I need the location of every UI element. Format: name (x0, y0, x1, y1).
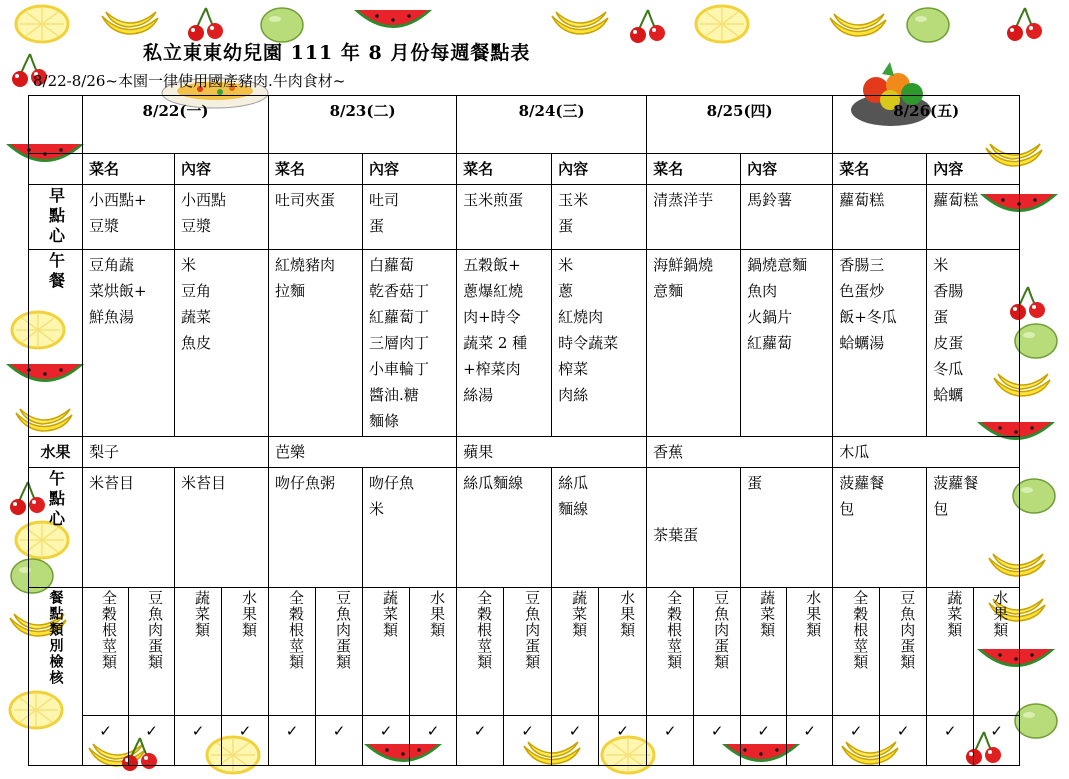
breakfast-dish (83, 185, 175, 250)
afternoon-dish (269, 468, 363, 588)
afternoon-content (927, 468, 1020, 588)
breakfast-content (363, 185, 457, 250)
check-mark-text: ✓ (426, 722, 440, 740)
check-category-row (29, 588, 1020, 716)
check-mark (410, 716, 457, 766)
fruit-cell (269, 437, 457, 468)
check-mark-text: ✓ (896, 722, 910, 740)
dish-header-text: 菜名 (463, 160, 494, 178)
fruit-cell (833, 437, 1020, 468)
breakfast-dish-text: 蘿蔔糕 (839, 191, 885, 209)
fruit-label (29, 437, 83, 468)
check-label-text: 餐點類別檢核 (47, 590, 64, 686)
dish-header (647, 154, 741, 185)
afternoon-dish-text: 菠蘿餐 包 (839, 474, 885, 518)
breakfast-content (175, 185, 269, 250)
check-category-text: 全穀根莖類 (665, 590, 684, 670)
breakfast-content-text: 吐司 蛋 (369, 191, 400, 235)
afternoon-content (741, 468, 833, 588)
date-header (647, 96, 833, 154)
check-mark (741, 716, 787, 766)
check-mark (222, 716, 269, 766)
dish-header (269, 154, 363, 185)
check-mark-text: ✓ (943, 722, 957, 740)
breakfast-dish-text: 玉米煎蛋 (463, 191, 524, 209)
fruit-cell-text: 木瓜 (839, 443, 870, 461)
check-mark (974, 716, 1020, 766)
dish-header-text: 菜名 (839, 160, 870, 178)
lunch-label (29, 250, 83, 437)
check-mark (316, 716, 363, 766)
check-mark (599, 716, 647, 766)
fruit-cell (647, 437, 833, 468)
check-category-text: 全穀根莖類 (475, 590, 494, 670)
check-mark (647, 716, 694, 766)
check-mark (504, 716, 552, 766)
check-category-text: 水果類 (804, 590, 823, 638)
corner-cell (29, 154, 83, 185)
breakfast-label (29, 185, 83, 250)
breakfast-content-text: 馬鈴薯 (747, 191, 793, 209)
afternoon-content-text: 蛋 (747, 474, 763, 492)
check-category-text: 蔬菜類 (570, 590, 589, 638)
check-mark-text: ✓ (990, 722, 1003, 740)
check-mark (694, 716, 741, 766)
check-category (316, 588, 363, 716)
afternoon-content-text: 米苔目 (181, 474, 227, 492)
check-mark-text: ✓ (285, 722, 299, 740)
banana-icon (826, 10, 890, 48)
breakfast-dish (457, 185, 552, 250)
breakfast-dish-text: 吐司夾蛋 (275, 191, 336, 209)
check-mark (552, 716, 599, 766)
check-category (363, 588, 410, 716)
content-header (741, 154, 833, 185)
check-mark-text: ✓ (803, 722, 816, 740)
page-title: 私立東東幼兒園 111 年 8 月份每週餐點表 (143, 42, 531, 64)
lunch-dish (457, 250, 552, 437)
afternoon-dish-text: 絲瓜麵線 (463, 474, 524, 492)
lunch-content-text: 鍋燒意麵 魚肉 火鍋片 紅蘿蔔 (747, 256, 808, 352)
check-mark (269, 716, 316, 766)
lunch-row (29, 250, 1020, 437)
check-category-text: 蔬菜類 (381, 590, 400, 638)
afternoon-content-text: 菠蘿餐 包 (933, 474, 979, 518)
check-category-text: 豆魚肉蛋類 (146, 590, 164, 670)
check-category (175, 588, 222, 716)
weekly-menu-table (28, 95, 1020, 766)
check-category-text: 豆魚肉蛋類 (898, 590, 917, 670)
content-header-text: 內容 (747, 160, 778, 178)
check-mark (833, 716, 880, 766)
breakfast-dish-text: 清蒸洋芋 (653, 191, 714, 209)
check-category (974, 588, 1020, 716)
check-category (504, 588, 552, 716)
lunch-dish-text: 海鮮鍋燒 意麵 (653, 256, 714, 300)
cherry-icon (628, 8, 668, 48)
breakfast-label-text: 早點心 (46, 187, 66, 247)
check-label (29, 588, 83, 766)
fruit-row (29, 437, 1020, 468)
afternoon-dish-text: 吻仔魚粥 (275, 474, 336, 492)
afternoon-content (363, 468, 457, 588)
check-category (694, 588, 741, 716)
content-header-text: 內容 (181, 160, 212, 178)
breakfast-row (29, 185, 1020, 250)
breakfast-content-text: 小西點 豆漿 (181, 191, 227, 235)
content-header (552, 154, 647, 185)
check-mark (129, 716, 175, 766)
check-mark-text: ✓ (568, 722, 582, 740)
check-category (741, 588, 787, 716)
check-mark-text: ✓ (332, 722, 346, 740)
check-category (269, 588, 316, 716)
check-category-text: 水果類 (618, 590, 637, 638)
check-mark (175, 716, 222, 766)
check-mark-text: ✓ (379, 722, 393, 740)
banana-icon (548, 8, 612, 46)
check-category (880, 588, 927, 716)
check-category-text: 水果類 (991, 590, 1010, 638)
afternoon-dish (83, 468, 175, 588)
fruit-cell (83, 437, 269, 468)
breakfast-dish (833, 185, 927, 250)
lunch-content (927, 250, 1020, 437)
breakfast-content-text: 蘿蔔糕 (933, 191, 979, 209)
check-category (83, 588, 129, 716)
check-mark (457, 716, 504, 766)
check-mark-row (29, 716, 1020, 766)
lunch-dish-text: 紅燒豬肉 拉麵 (275, 256, 336, 300)
afternoon-content-text: 絲瓜 麵線 (558, 474, 589, 518)
check-category (647, 588, 694, 716)
check-mark-text: ✓ (521, 722, 534, 740)
date-header-text: 8/25(四) (706, 102, 773, 120)
check-category-text: 蔬菜類 (945, 590, 964, 638)
check-category (787, 588, 833, 716)
lunch-dish (83, 250, 175, 437)
lunch-content (175, 250, 269, 437)
check-category-text: 蔬菜類 (193, 590, 211, 638)
fruit-cell-text: 蘋果 (463, 443, 494, 461)
date-header (83, 96, 269, 154)
afternoon-dish-text: 茶葉蛋 (653, 526, 699, 544)
check-category (222, 588, 269, 716)
lemon-slice-icon (694, 4, 750, 48)
guava-icon (904, 4, 952, 48)
lunch-content-text: 米 蔥 紅燒肉 時令蔬菜 榨菜 肉絲 (558, 256, 619, 404)
check-category-text: 豆魚肉蛋類 (334, 590, 353, 670)
check-mark-text: ✓ (757, 722, 770, 740)
check-mark (927, 716, 974, 766)
fruit-cell-text: 芭樂 (275, 443, 306, 461)
check-mark-text: ✓ (710, 722, 724, 740)
cherry-icon (1005, 6, 1045, 46)
date-row (29, 96, 1020, 154)
check-category-text: 全穀根莖類 (851, 590, 870, 670)
fruit-cell-text: 香蕉 (653, 443, 684, 461)
check-category (927, 588, 974, 716)
dish-header-text: 菜名 (89, 160, 120, 178)
dish-header-text: 菜名 (653, 160, 684, 178)
fruit-cell (457, 437, 647, 468)
date-header-text: 8/22(一) (142, 102, 209, 120)
dish-header (457, 154, 552, 185)
check-mark-text: ✓ (238, 722, 252, 740)
fruit-cell-text: 梨子 (89, 443, 120, 461)
breakfast-dish (269, 185, 363, 250)
dish-header (833, 154, 927, 185)
lunch-dish (833, 250, 927, 437)
fruit-label-text: 水果 (40, 443, 71, 461)
check-mark-text: ✓ (616, 722, 629, 740)
dish-header-text: 菜名 (275, 160, 306, 178)
check-category-text: 水果類 (428, 590, 447, 638)
watermelon-icon (352, 6, 434, 40)
check-mark-text: ✓ (473, 722, 487, 740)
check-mark (83, 716, 129, 766)
date-header-text: 8/23(二) (329, 102, 396, 120)
content-header-text: 內容 (558, 160, 589, 178)
content-header (363, 154, 457, 185)
date-header-text: 8/24(三) (518, 102, 585, 120)
date-header (833, 96, 1020, 154)
lunch-dish (647, 250, 741, 437)
content-header-text: 內容 (933, 160, 964, 178)
dish-header (83, 154, 175, 185)
date-header (269, 96, 457, 154)
check-mark (787, 716, 833, 766)
check-mark-text: ✓ (145, 722, 158, 740)
check-category (129, 588, 175, 716)
breakfast-dish (647, 185, 741, 250)
corner-cell (29, 96, 83, 154)
check-category-text: 全穀根莖類 (287, 590, 306, 670)
check-category (833, 588, 880, 716)
check-category-text: 水果類 (240, 590, 259, 638)
check-mark-text: ✓ (663, 722, 677, 740)
check-category (599, 588, 647, 716)
lunch-dish-text: 豆角蔬 菜烘飯+ 鮮魚湯 (89, 256, 147, 326)
afternoon-content (175, 468, 269, 588)
lemon-slice-icon (14, 4, 70, 48)
content-header (175, 154, 269, 185)
lunch-dish-text: 香腸三 色蛋炒 飯+冬瓜 蛤蠣湯 (839, 256, 897, 352)
check-mark-text: ✓ (191, 722, 205, 740)
afternoon-dish (833, 468, 927, 588)
lunch-content-text: 白蘿蔔 乾香菇丁 紅蘿蔔丁 三層肉丁 小車輪丁 醬油.糖 麵條 (369, 256, 430, 430)
check-category-text: 豆魚肉蛋類 (523, 590, 542, 670)
lunch-content-text: 米 豆角 蔬菜 魚皮 (181, 256, 212, 352)
afternoon-content-text: 吻仔魚 米 (369, 474, 415, 518)
check-mark-text: ✓ (99, 722, 112, 740)
check-mark-text: ✓ (849, 722, 863, 740)
afternoon-label-text: 午點心 (46, 470, 66, 530)
breakfast-content (741, 185, 833, 250)
lunch-label-text: 午餐 (46, 252, 66, 292)
afternoon-row (29, 468, 1020, 588)
lunch-content (741, 250, 833, 437)
date-header-text: 8/26(五) (893, 102, 960, 120)
check-category-text: 全穀根莖類 (100, 590, 118, 670)
afternoon-content (552, 468, 647, 588)
column-header-row (29, 154, 1020, 185)
check-category (552, 588, 599, 716)
check-category-text: 豆魚肉蛋類 (712, 590, 731, 670)
lunch-content-text: 米 香腸 蛋 皮蛋 冬瓜 蛤蠣 (933, 256, 964, 404)
date-header (457, 96, 647, 154)
lunch-dish-text: 五穀飯+ 蔥爆紅燒 肉+時令 蔬菜 2 種 +榨菜肉 絲湯 (463, 256, 528, 404)
breakfast-content (927, 185, 1020, 250)
afternoon-label (29, 468, 83, 588)
check-category-text: 蔬菜類 (758, 590, 777, 638)
lunch-dish (269, 250, 363, 437)
check-mark (880, 716, 927, 766)
afternoon-dish (647, 468, 741, 588)
check-mark (363, 716, 410, 766)
check-category (410, 588, 457, 716)
page-subtitle: 8/22-8/26~本園一律使用國產豬肉.牛肉食材~ (33, 72, 346, 90)
breakfast-content (552, 185, 647, 250)
check-category (457, 588, 504, 716)
afternoon-dish (457, 468, 552, 588)
content-header-text: 內容 (369, 160, 400, 178)
content-header (927, 154, 1020, 185)
breakfast-dish-text: 小西點+ 豆漿 (89, 191, 147, 235)
breakfast-content-text: 玉米 蛋 (558, 191, 589, 235)
afternoon-dish-text: 米苔目 (89, 474, 135, 492)
lunch-content (552, 250, 647, 437)
lunch-content (363, 250, 457, 437)
